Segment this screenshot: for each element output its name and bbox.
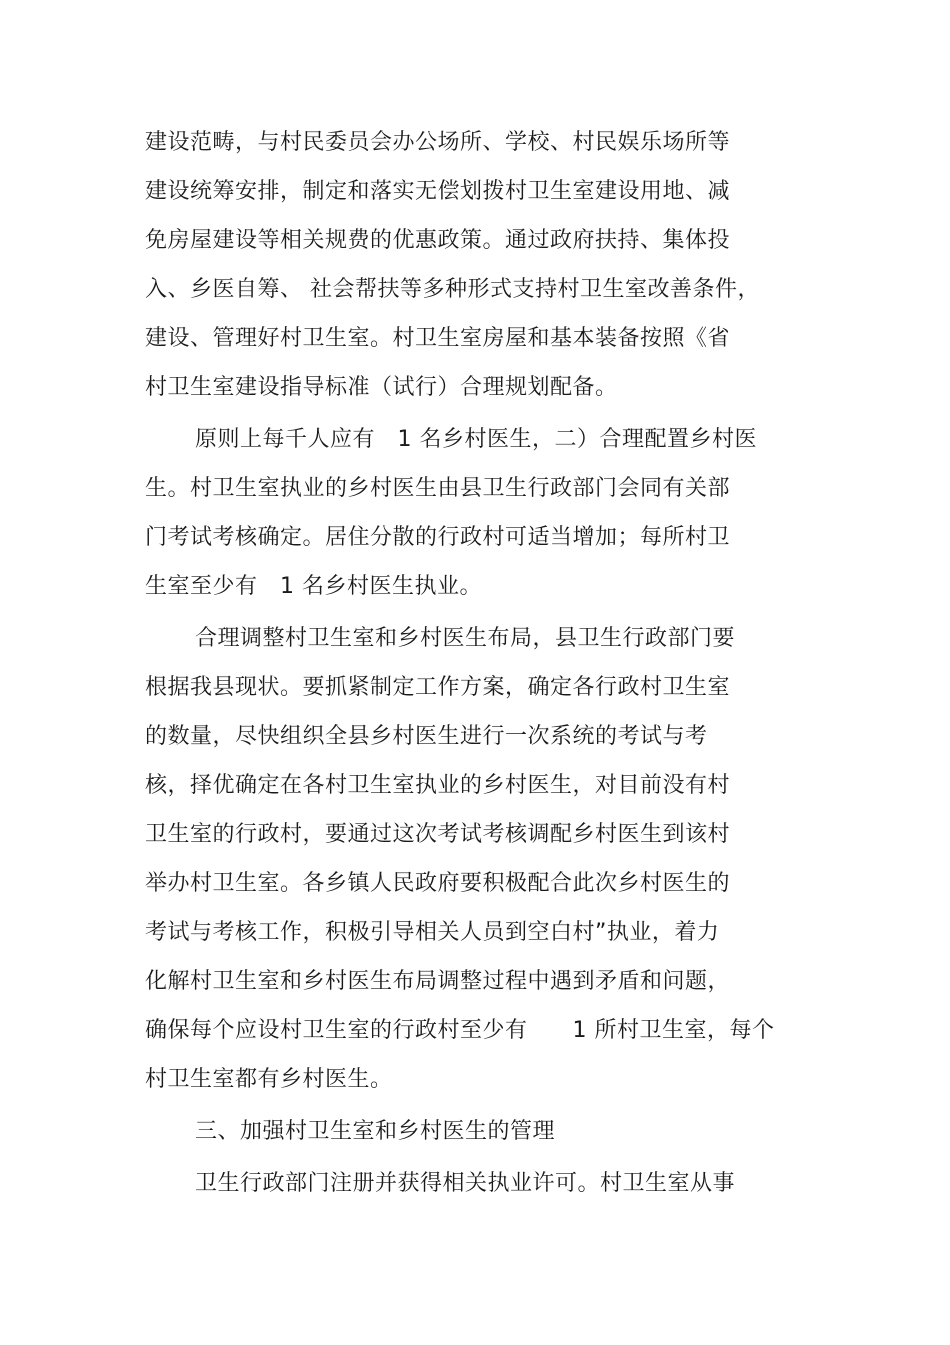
text-line: 免房屋建设等相关规费的优惠政策。通过政府扶持、集体投	[145, 228, 731, 253]
text-line: 合理调整村卫生室和乡村医生布局，县卫生行政部门要	[195, 626, 736, 651]
text-line: 建设范畴，与村民委员会办公场所、学校、村民娱乐场所等	[145, 130, 731, 155]
text-line: 考试与考核工作，积极引导相关人员到空白村”执业，着力	[145, 920, 720, 945]
text-line: 村卫生室都有乡村医生。	[145, 1067, 393, 1092]
text-line: 原则上每千人应有 1 名乡村医生，二）合理配置乡村医	[195, 427, 757, 452]
text-line: 建设统筹安排，制定和落实无偿划拨村卫生室建设用地、减	[145, 179, 731, 204]
text-line: 确保每个应设村卫生室的行政村至少有 1 所村卫生室，每个	[145, 1018, 775, 1043]
text-line: 根据我县现状。要抓紧制定工作方案，确定各行政村卫生室	[145, 675, 731, 700]
text-line: 化解村卫生室和乡村医生布局调整过程中遇到矛盾和问题，	[145, 969, 731, 994]
text-line: 举办村卫生室。各乡镇人民政府要积极配合此次乡村医生的	[145, 871, 731, 896]
text-line: 的数量，尽快组织全县乡村医生进行一次系统的考试与考	[145, 724, 708, 749]
text-line: 核，择优确定在各村卫生室执业的乡村医生，对目前没有村	[145, 773, 731, 798]
text-line: 卫生行政部门注册并获得相关执业许可。村卫生室从事	[195, 1171, 736, 1196]
text-line: 生室至少有 1 名乡村医生执业。	[145, 574, 482, 599]
section-heading: 三、加强村卫生室和乡村医生的管理	[195, 1119, 556, 1144]
text-line: 建设、管理好村卫生室。村卫生室房屋和基本装备按照《省	[145, 326, 731, 351]
text-line: 卫生室的行政村，要通过这次考试考核调配乡村医生到该村	[145, 822, 731, 847]
text-line: 村卫生室建设指导标准（试行）合理规划配备。	[145, 375, 618, 400]
text-line: 生。村卫生室执业的乡村医生由县卫生行政部门会同有关部	[145, 476, 731, 501]
text-line: 入、乡医自筹、 社会帮扶等多种形式支持村卫生室改善条件，	[145, 277, 760, 302]
text-line: 门考试考核确定。居住分散的行政村可适当增加；每所村卫	[145, 525, 731, 550]
